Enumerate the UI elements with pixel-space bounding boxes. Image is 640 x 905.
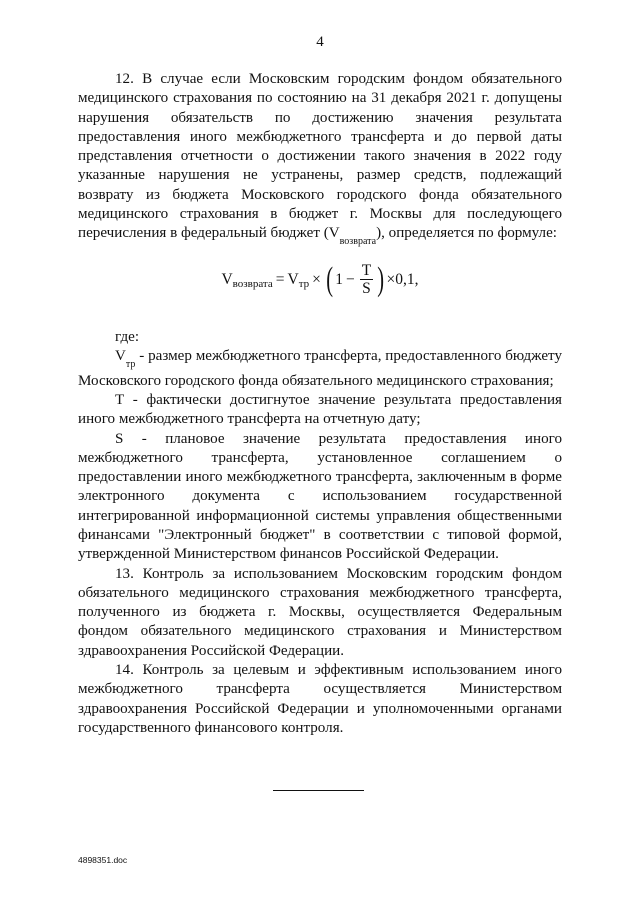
paragraph-12 <box>78 70 562 249</box>
formula-paren-close: ) <box>377 260 385 298</box>
paragraph-12-tail: ), определяется по формуле: <box>376 225 557 242</box>
formula-equals: = <box>275 270 285 288</box>
paragraph-12-block <box>78 70 562 249</box>
formula-denominator: S <box>362 280 371 297</box>
definition-t: Т - фактически достигнутое значение результата предоставления иного межбюджетного трансферта на отчетную дату; <box>78 391 562 428</box>
paragraph-12-text: 12. В случае если Московским городским фондом обязательного медицинского страхования по состоянию на 31 декабря 2021 г. допущены нарушения обязательств по достижению значения результата предоставления иного межбюджетного трансферта и до первой даты представления отчетности о достижении такого значения в 2022 году указанные нарушения не устранены, размер средств, подлежащий возврату из бюджета Московского городского фонда обязательного медицинского страхования в бюджет г. Москвы для последующего перечисления в федеральный бюджет (V <box>78 71 562 242</box>
paragraph-13: 13. Контроль за использованием Московским городским фондом обязательного медицинского страхования межбюджетного трансферта, полученного из бюджета г. Москвы, осуществляется Федеральным фондом обязательного медицинского страхования и Министерством здравоохранения Российской Федерации. <box>78 565 562 659</box>
formula-numerator: T <box>361 262 372 279</box>
page-number: 4 <box>316 34 324 50</box>
formula-v-symbol: V <box>287 270 299 288</box>
formula-lhs-subscript: возврата <box>232 277 273 290</box>
formula-tail: ×0,1, <box>386 270 419 288</box>
formula-paren-open: ( <box>326 260 333 298</box>
document-code: 4898351.doc <box>78 855 128 865</box>
formula-one: 1 <box>335 270 343 288</box>
formula-lhs-symbol: V <box>221 270 233 288</box>
formula-fraction <box>360 262 373 297</box>
closing-divider <box>273 790 364 791</box>
definition-vtr-text: - размер межбюджетного трансферта, предоставленного бюджету Московского городского фонда обязательного медицинского страхования; <box>78 348 562 389</box>
where-label: где: <box>115 329 140 345</box>
definition-s: S - плановое значение результата предоставления иного межбюджетного трансферта, установленное соглашением о предоставлении иного межбюджетного трансферта, заключенным в форме электронного документа с использованием государственной интегрированной информационной системы управления общественными финансами "Электронный бюджет" в соответствии с типовой формой, утвержденной Министерством финансов Российской Федерации. <box>78 430 562 563</box>
formula-minus: − <box>345 270 355 288</box>
definition-vtr-subscript: тр <box>125 359 136 371</box>
paragraph-12-subscript: возврата <box>339 236 377 248</box>
definition-vtr <box>78 347 562 391</box>
refund-formula <box>0 262 640 297</box>
definitions-block <box>78 328 562 738</box>
formula-v-subscript: тр <box>298 277 310 290</box>
definition-vtr-symbol: V <box>115 348 126 365</box>
formula-times: × <box>312 270 321 288</box>
paragraph-14: 14. Контроль за целевым и эффективным использованием иного межбюджетного трансферта осуществляется Министерством здравоохранения Российской Федерации и уполномоченными органами государственного финансового контроля. <box>78 662 562 736</box>
